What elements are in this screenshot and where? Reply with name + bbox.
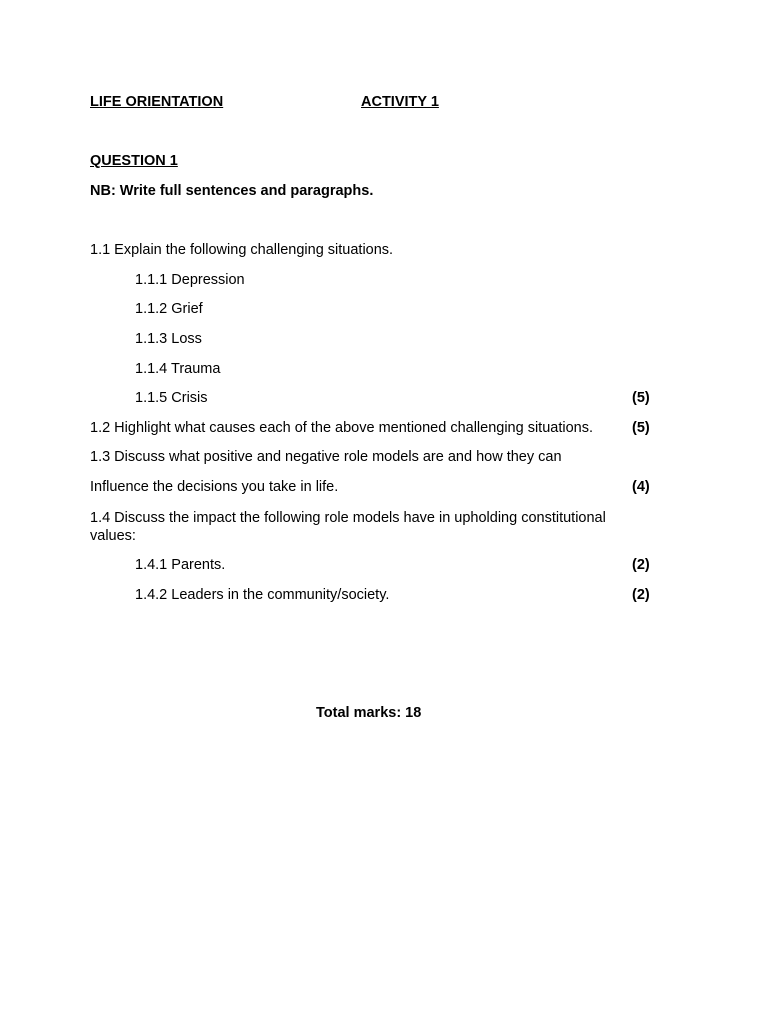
marks-1-3: (4) bbox=[632, 479, 650, 495]
question-1-4: 1.4 Discuss the impact the following role models have in upholding constitutional values: bbox=[90, 510, 606, 544]
question-1-3: 1.3 Discuss what positive and negative role models are and how they can bbox=[90, 449, 562, 465]
question-title: QUESTION 1 bbox=[90, 153, 178, 169]
question-1-4-2: 1.4.2 Leaders in the community/society. bbox=[135, 587, 390, 603]
total-marks: Total marks: 18 bbox=[316, 705, 422, 721]
activity-heading: ACTIVITY 1 bbox=[361, 94, 439, 110]
question-1-1: 1.1 Explain the following challenging situations. bbox=[90, 242, 394, 258]
subject-heading: LIFE ORIENTATION bbox=[90, 94, 224, 110]
marks-1-1: (5) bbox=[632, 390, 650, 406]
marks-1-4-1: (2) bbox=[632, 557, 650, 573]
question-1-1-4: 1.1.4 Trauma bbox=[135, 361, 221, 377]
question-1-1-5: 1.1.5 Crisis bbox=[135, 390, 208, 406]
question-1-1-2: 1.1.2 Grief bbox=[135, 301, 203, 317]
question-1-2: 1.2 Highlight what causes each of the above mentioned challenging situations. bbox=[90, 420, 593, 436]
instruction-note: NB: Write full sentences and paragraphs. bbox=[90, 183, 374, 199]
marks-1-4-2: (2) bbox=[632, 587, 650, 603]
marks-1-2: (5) bbox=[632, 420, 650, 436]
question-1-1-1: 1.1.1 Depression bbox=[135, 272, 245, 288]
question-1-3-continued: Influence the decisions you take in life. bbox=[90, 479, 339, 495]
question-1-4-1: 1.4.1 Parents. bbox=[135, 557, 226, 573]
question-1-1-3: 1.1.3 Loss bbox=[135, 331, 202, 347]
